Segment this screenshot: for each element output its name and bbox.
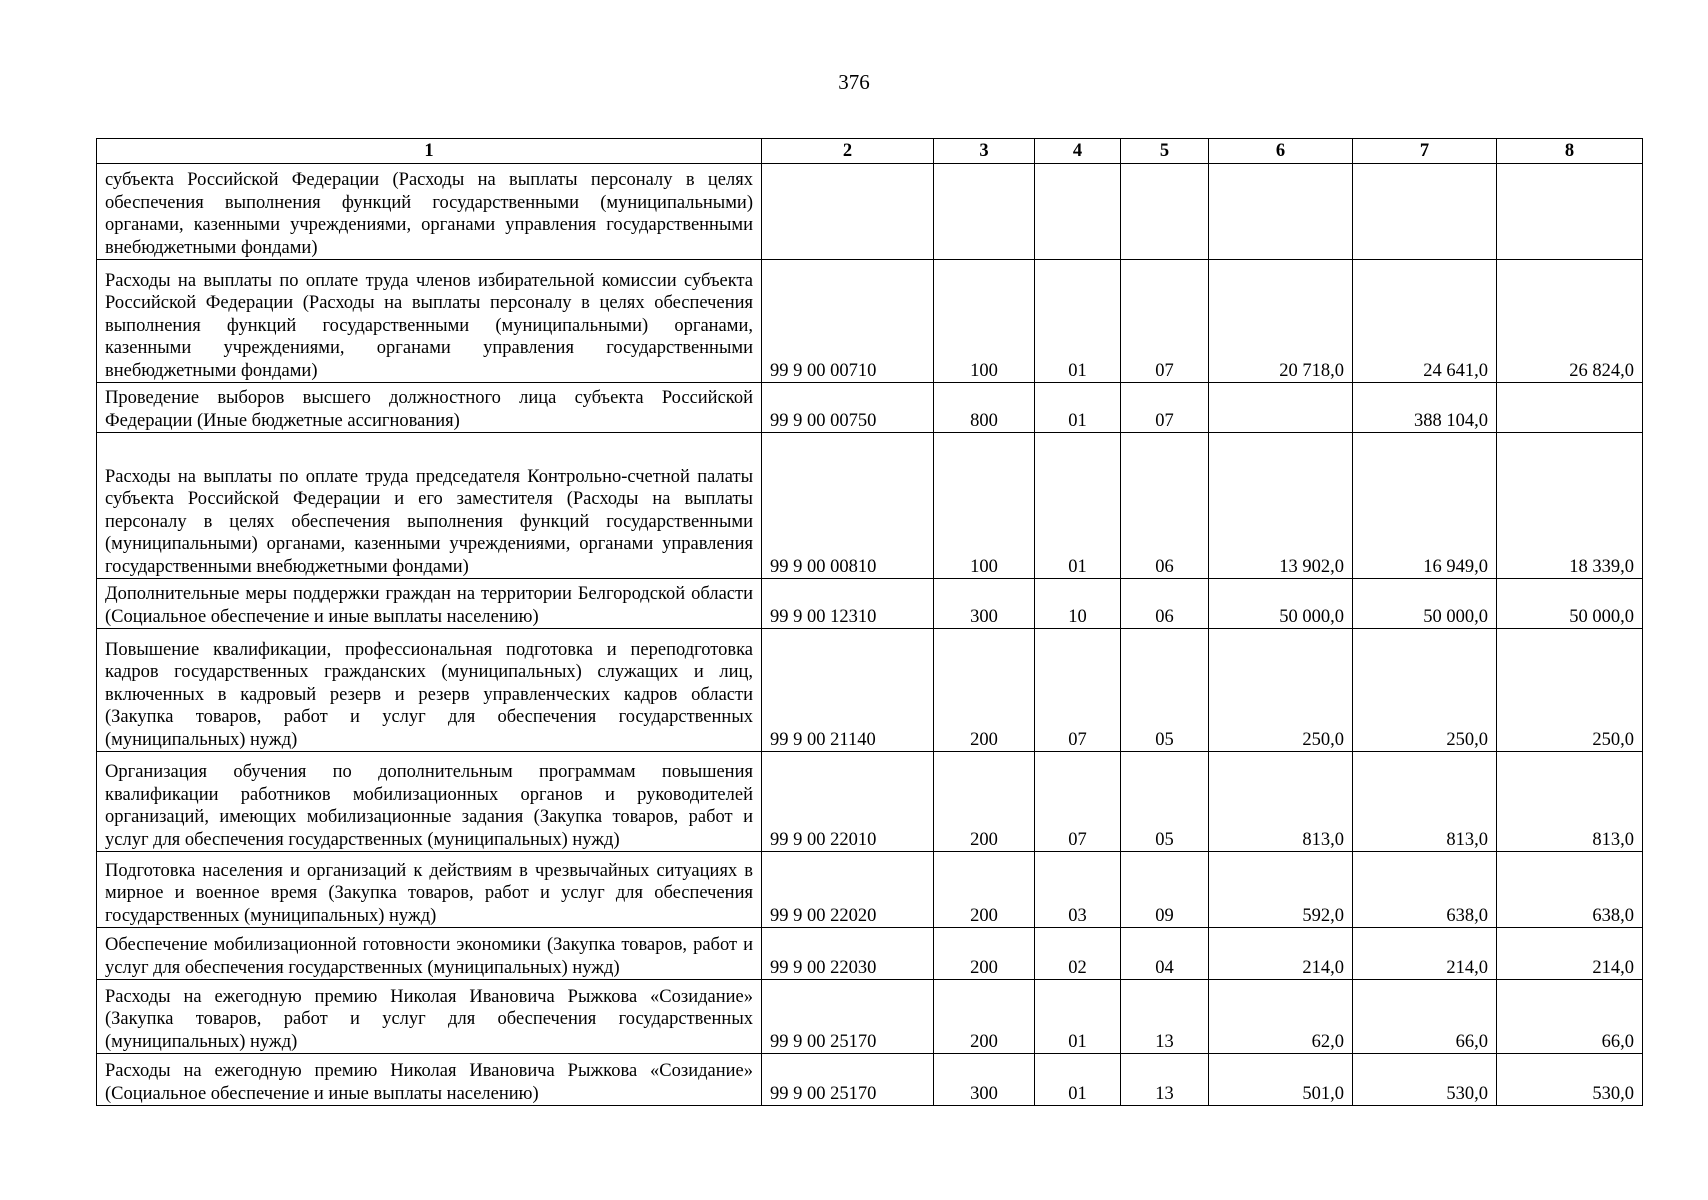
row-subsection: 05 <box>1121 752 1209 852</box>
row-amount-col7: 16 949,0 <box>1353 433 1497 579</box>
header-col-2: 2 <box>762 139 934 164</box>
row-subsection: 04 <box>1121 928 1209 980</box>
row-expense-type: 200 <box>934 980 1035 1054</box>
row-amount-col7: 66,0 <box>1353 980 1497 1054</box>
row-amount-col6 <box>1209 383 1353 433</box>
row-amount-col7 <box>1353 164 1497 260</box>
header-col-3: 3 <box>934 139 1035 164</box>
row-description: Расходы на ежегодную премию Николая Ивановича Рыжкова «Созидание» (Закупка товаров, работ и услуг для обеспечения государственных (муниципальных) нужд) <box>97 980 762 1054</box>
row-amount-col7: 530,0 <box>1353 1054 1497 1106</box>
row-amount-col7: 24 641,0 <box>1353 260 1497 383</box>
table-row <box>97 579 1643 629</box>
row-subsection: 06 <box>1121 579 1209 629</box>
row-amount-col8: 813,0 <box>1497 752 1643 852</box>
row-expense-type: 300 <box>934 1054 1035 1106</box>
table-row <box>97 852 1643 928</box>
row-description: Обеспечение мобилизационной готовности экономики (Закупка товаров, работ и услуг для обеспечения государственных (муниципальных) нужд) <box>97 928 762 980</box>
budget-table <box>96 138 1643 1106</box>
row-target-code: 99 9 00 12310 <box>762 579 934 629</box>
row-amount-col7: 813,0 <box>1353 752 1497 852</box>
row-subsection: 13 <box>1121 980 1209 1054</box>
row-amount-col6: 592,0 <box>1209 852 1353 928</box>
page-number: 376 <box>838 70 870 94</box>
header-col-7: 7 <box>1353 139 1497 164</box>
row-subsection: 06 <box>1121 433 1209 579</box>
row-subsection: 05 <box>1121 629 1209 752</box>
row-section: 03 <box>1035 852 1121 928</box>
row-description: Расходы на выплаты по оплате труда председателя Контрольно-счетной палаты субъекта Российской Федерации и его заместителя (Расходы на выплаты персоналу в целях обеспечения выполнения функций государственными (муниципальными) органами, казенными учреждениями, органами управления государственными внебюджетными фондами) <box>97 433 762 579</box>
header-col-8: 8 <box>1497 139 1643 164</box>
row-amount-col7: 250,0 <box>1353 629 1497 752</box>
row-subsection: 09 <box>1121 852 1209 928</box>
row-expense-type: 200 <box>934 629 1035 752</box>
header-col-4: 4 <box>1035 139 1121 164</box>
row-expense-type: 100 <box>934 260 1035 383</box>
row-description: Организация обучения по дополнительным программам повышения квалификации работников мобилизационных органов и руководителей организаций, имеющих мобилизационные задания (Закупка товаров, работ и услуг для обеспечения государственных (муниципальных) нужд) <box>97 752 762 852</box>
row-subsection <box>1121 164 1209 260</box>
row-subsection: 13 <box>1121 1054 1209 1106</box>
row-target-code <box>762 164 934 260</box>
row-target-code: 99 9 00 22030 <box>762 928 934 980</box>
row-amount-col6: 214,0 <box>1209 928 1353 980</box>
row-description: Проведение выборов высшего должностного лица субъекта Российской Федерации (Иные бюджетные ассигнования) <box>97 383 762 433</box>
row-target-code: 99 9 00 25170 <box>762 1054 934 1106</box>
row-amount-col7: 388 104,0 <box>1353 383 1497 433</box>
row-target-code: 99 9 00 00710 <box>762 260 934 383</box>
row-expense-type: 300 <box>934 579 1035 629</box>
row-amount-col8 <box>1497 164 1643 260</box>
row-target-code: 99 9 00 25170 <box>762 980 934 1054</box>
header-col-5: 5 <box>1121 139 1209 164</box>
row-amount-col6: 250,0 <box>1209 629 1353 752</box>
row-amount-col8: 26 824,0 <box>1497 260 1643 383</box>
row-expense-type: 100 <box>934 433 1035 579</box>
row-section: 01 <box>1035 980 1121 1054</box>
table-row <box>97 1054 1643 1106</box>
table-row <box>97 260 1643 383</box>
row-amount-col6: 62,0 <box>1209 980 1353 1054</box>
table-row <box>97 164 1643 260</box>
row-section: 01 <box>1035 433 1121 579</box>
row-section: 10 <box>1035 579 1121 629</box>
row-description: субъекта Российской Федерации (Расходы на выплаты персоналу в целях обеспечения выполнения функций государственными (муниципальными) органами, казенными учреждениями, органами управления государственными внебюджетными фондами) <box>97 164 762 260</box>
row-amount-col8: 638,0 <box>1497 852 1643 928</box>
row-target-code: 99 9 00 00750 <box>762 383 934 433</box>
row-amount-col6: 501,0 <box>1209 1054 1353 1106</box>
row-description: Подготовка населения и организаций к действиям в чрезвычайных ситуациях в мирное и военное время (Закупка товаров, работ и услуг для обеспечения государственных (муниципальных) нужд) <box>97 852 762 928</box>
table-row <box>97 383 1643 433</box>
row-amount-col8: 250,0 <box>1497 629 1643 752</box>
row-amount-col8: 530,0 <box>1497 1054 1643 1106</box>
row-amount-col6 <box>1209 164 1353 260</box>
row-section: 02 <box>1035 928 1121 980</box>
row-section: 01 <box>1035 260 1121 383</box>
row-description: Дополнительные меры поддержки граждан на территории Белгородской области (Социальное обеспечение и иные выплаты населению) <box>97 579 762 629</box>
row-amount-col7: 638,0 <box>1353 852 1497 928</box>
row-target-code: 99 9 00 22010 <box>762 752 934 852</box>
table-body <box>97 164 1643 1106</box>
row-expense-type: 800 <box>934 383 1035 433</box>
row-target-code: 99 9 00 22020 <box>762 852 934 928</box>
row-subsection: 07 <box>1121 260 1209 383</box>
header-row <box>97 139 1643 164</box>
header-col-6: 6 <box>1209 139 1353 164</box>
table-row <box>97 433 1643 579</box>
table-row <box>97 928 1643 980</box>
table-row <box>97 752 1643 852</box>
row-amount-col6: 50 000,0 <box>1209 579 1353 629</box>
row-amount-col6: 813,0 <box>1209 752 1353 852</box>
table-row <box>97 980 1643 1054</box>
header-col-1: 1 <box>97 139 762 164</box>
row-description: Расходы на выплаты по оплате труда членов избирательной комиссии субъекта Российской Федерации (Расходы на выплаты персоналу в целях обеспечения выполнения функций государственными (муниципальными) органами, казенными учреждениями, органами управления государственными внебюджетными фондами) <box>97 260 762 383</box>
row-description: Повышение квалификации, профессиональная подготовка и переподготовка кадров государственных гражданских (муниципальных) служащих и лиц, включенных в кадровый резерв и резерв управленческих кадров области (Закупка товаров, работ и услуг для обеспечения государственных (муниципальных) нужд) <box>97 629 762 752</box>
row-expense-type: 200 <box>934 852 1035 928</box>
row-amount-col6: 13 902,0 <box>1209 433 1353 579</box>
row-target-code: 99 9 00 00810 <box>762 433 934 579</box>
row-amount-col8 <box>1497 383 1643 433</box>
row-section: 01 <box>1035 1054 1121 1106</box>
row-expense-type: 200 <box>934 752 1035 852</box>
row-subsection: 07 <box>1121 383 1209 433</box>
row-amount-col8: 18 339,0 <box>1497 433 1643 579</box>
table-row <box>97 629 1643 752</box>
row-expense-type: 200 <box>934 928 1035 980</box>
row-target-code: 99 9 00 21140 <box>762 629 934 752</box>
row-amount-col7: 214,0 <box>1353 928 1497 980</box>
row-amount-col8: 50 000,0 <box>1497 579 1643 629</box>
row-description: Расходы на ежегодную премию Николая Ивановича Рыжкова «Созидание» (Социальное обеспечение и иные выплаты населению) <box>97 1054 762 1106</box>
row-section <box>1035 164 1121 260</box>
row-amount-col8: 214,0 <box>1497 928 1643 980</box>
row-amount-col8: 66,0 <box>1497 980 1643 1054</box>
row-section: 01 <box>1035 383 1121 433</box>
row-amount-col6: 20 718,0 <box>1209 260 1353 383</box>
row-amount-col7: 50 000,0 <box>1353 579 1497 629</box>
row-expense-type <box>934 164 1035 260</box>
row-section: 07 <box>1035 752 1121 852</box>
row-section: 07 <box>1035 629 1121 752</box>
